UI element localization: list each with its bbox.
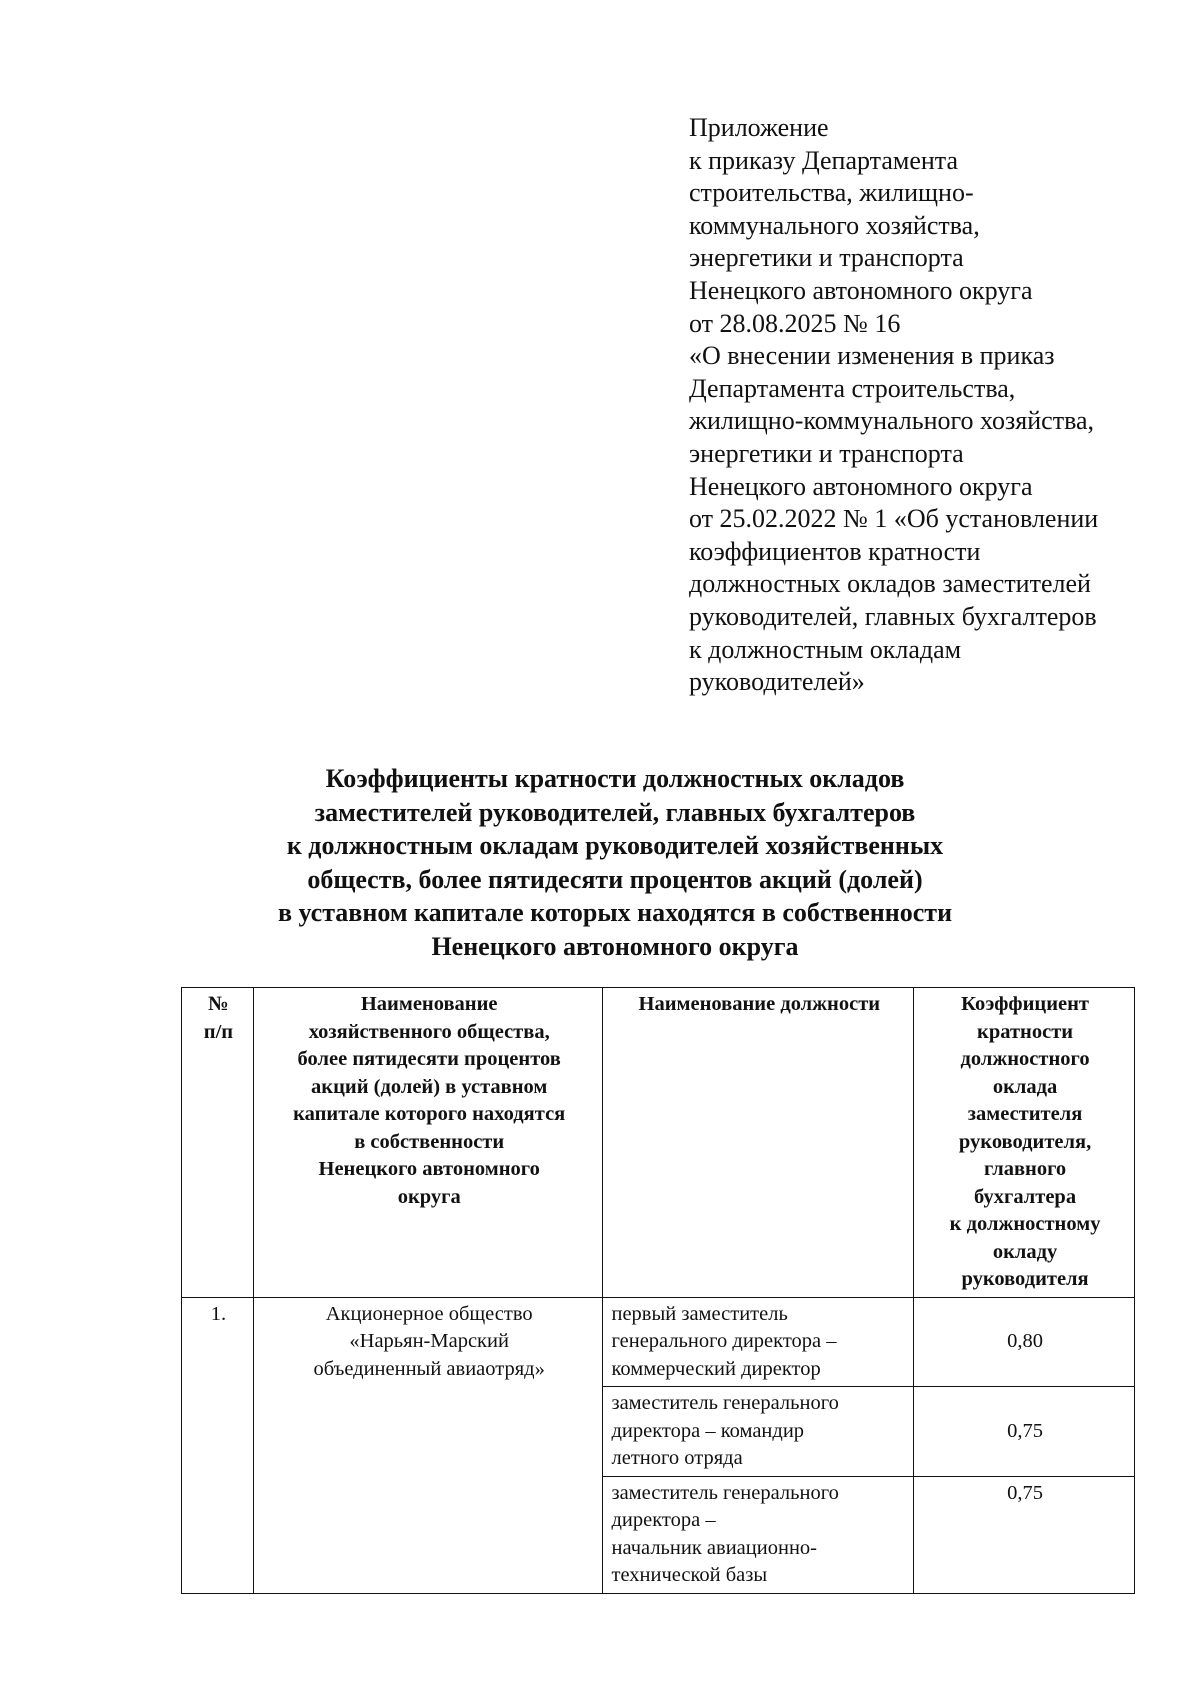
title-line: обществ, более пятидесяти процентов акций (долей)	[307, 864, 923, 894]
title-line: Коэффициенты кратности должностных окладов	[325, 764, 905, 793]
position-title: заместитель генерального директора – начальник авиационно- технической базы	[603, 1476, 914, 1593]
annex-line: коэффициентов кратности	[689, 536, 981, 566]
annex-line: энергетики и транспорта	[689, 438, 964, 468]
annex-line: к приказу Департамента	[689, 145, 959, 175]
annex-line: к должностным окладам	[689, 634, 962, 664]
title-line: Ненецкого автономного округа	[431, 931, 799, 961]
coefficients-table	[181, 987, 1135, 1594]
annex-line: Ненецкого автономного округа	[689, 275, 1033, 305]
position-title: заместитель генерального директора – командир летного отряда	[603, 1387, 914, 1477]
annex-line: руководителей, главных бухгалтеров	[689, 601, 1097, 631]
title-line: заместителей руководителей, главных бухгалтеров	[314, 797, 916, 827]
document-title	[180, 762, 1050, 963]
annex-line: должностных окладов заместителей	[689, 569, 1091, 599]
header-position: Наименование должности	[603, 988, 914, 1298]
annex-line: от 28.08.2025 № 16	[689, 308, 901, 338]
coefficient-value: 0,80	[914, 1297, 1135, 1387]
header-company: Наименование хозяйственного общества, более пятидесяти процентов акций (долей) в уставном капитале которого находятся в собственности Ненецкого автономного округа	[253, 988, 603, 1298]
row-number: 1.	[182, 1297, 254, 1593]
coefficient-value: 0,75	[914, 1476, 1135, 1593]
annex-line: руководителей»	[689, 667, 865, 697]
coefficient-value: 0,75	[914, 1387, 1135, 1477]
table-header-row	[182, 988, 1135, 1298]
position-title: первый заместитель генерального директора – коммерческий директор	[603, 1297, 914, 1387]
header-number: № п/п	[182, 988, 254, 1298]
company-name: Акционерное общество «Нарьян-Марский объединенный авиаотряд»	[253, 1297, 603, 1593]
annex-line: жилищно-коммунального хозяйства,	[689, 406, 1095, 436]
annex-line: Приложение	[689, 113, 829, 142]
table-row	[182, 1297, 1135, 1387]
header-coefficient: Коэффициент кратности должностного оклада заместителя руководителя, главного бухгалтера к должностному окладу руководителя	[914, 988, 1135, 1298]
annex-line: строительства, жилищно-	[689, 178, 974, 208]
title-line: к должностным окладам руководителей хозяйственных	[286, 831, 944, 860]
title-line: в уставном капитале которых находятся в собственности	[277, 898, 953, 927]
annex-line: коммунального хозяйства,	[689, 210, 980, 240]
annex-block	[689, 112, 1189, 699]
annex-line: энергетики и транспорта	[689, 243, 964, 273]
annex-line: от 25.02.2022 № 1 «Об установлении	[689, 504, 1099, 534]
annex-line: «О внесении изменения в приказ	[689, 341, 1055, 371]
annex-line: Ненецкого автономного округа	[689, 471, 1033, 501]
annex-line: Департамента строительства,	[689, 373, 1016, 403]
